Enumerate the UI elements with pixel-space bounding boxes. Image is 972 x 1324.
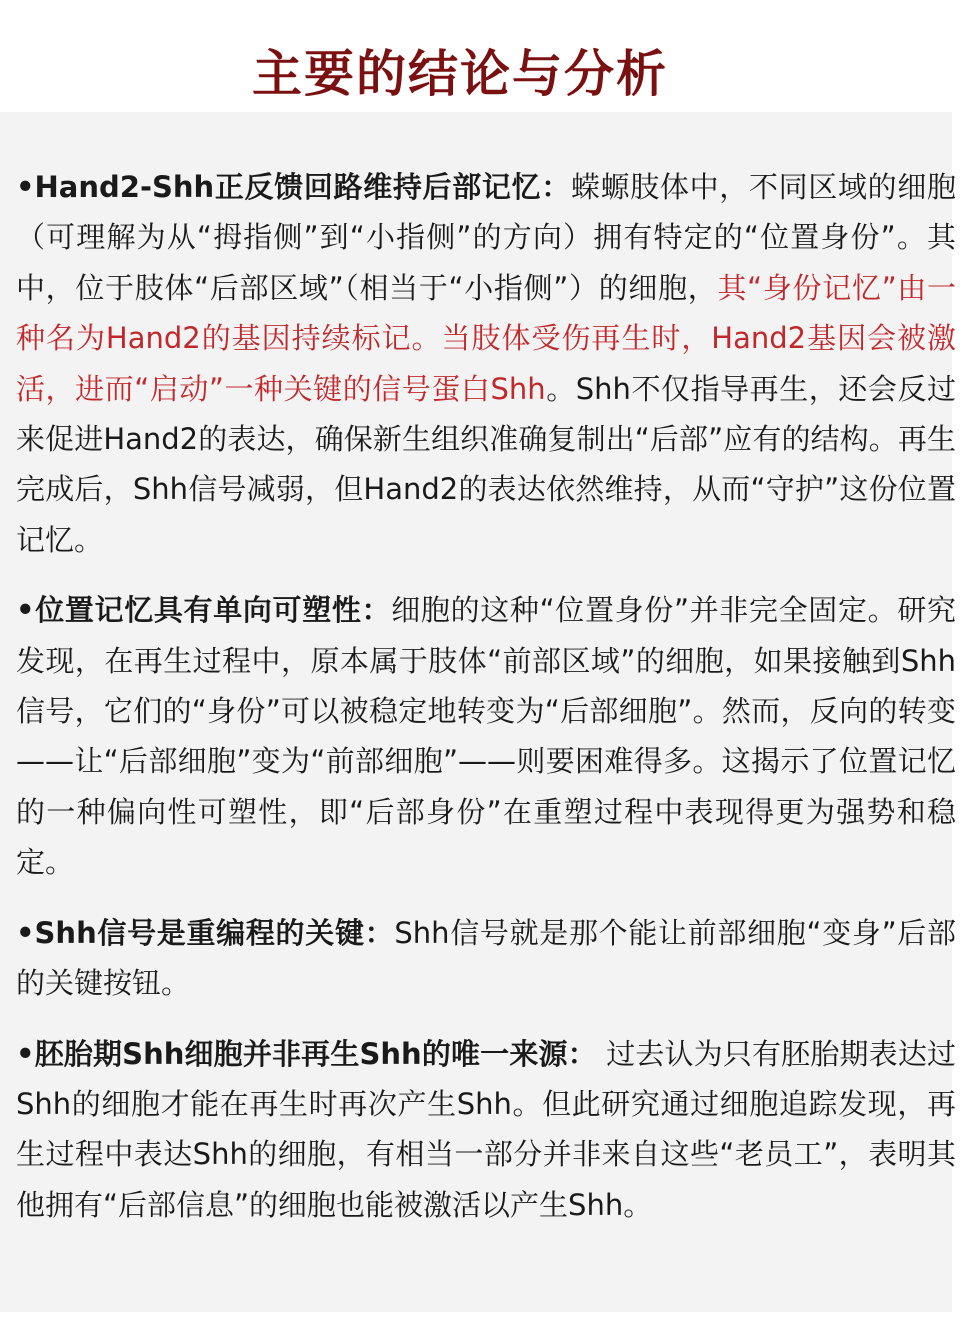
section-hand2-shh-loop [16,162,956,565]
section-heading: •Shh信号是重编程的关键： [16,915,395,950]
section-text: 蝾螈肢体中，不同区域的细胞（可理解为从“拇指侧”到“小指侧”的方向）拥有特定的“位置身份”。其中，位于肢体“后部区域”（相当于“小指侧”）的细胞， [16,170,956,305]
section-text: Shh信号就是那个能让前部细胞“变身”后部的关键按钮。 [16,915,956,1001]
section-shh-source [16,1029,956,1231]
section-unidirectional-plasticity [16,585,956,887]
section-text: 过去认为只有胚胎期表达过Shh的细胞才能在再生时再次产生Shh。但此研究通过细胞追踪发现，再生过程中表达Shh的细胞，有相当一部分并非来自这些“老员工”，表明其他拥有“后部信息”的细胞也能被激活以产生Shh。 [16,1036,956,1222]
section-heading: •胚胎期Shh细胞并非再生Shh的唯一来源： [16,1036,597,1071]
section-text: 。Shh不仅指导再生，还会反过来促进Hand2的表达，确保新生组织准确复制出“后部”应有的结构。再生完成后，Shh信号减弱，但Hand2的表达依然维持，从而“守护”这份位置记忆。 [16,371,957,557]
section-shh-reprogramming-key [16,908,956,1009]
page-title: 主要的结论与分析 [252,44,668,103]
section-heading: •位置记忆具有单向可塑性： [16,593,392,628]
conclusions-list [16,162,956,1250]
highlighted-text: 其“身份记忆”由一种名为Hand2的基因持续标记。当肢体受伤再生时，Hand2基因会被激活，进而“启动”一种关键的信号蛋白Shh [16,270,956,406]
section-heading: •Hand2-Shh正反馈回路维持后部记忆： [16,170,571,204]
section-text: 细胞的这种“位置身份”并非完全固定。研究发现，在再生过程中，原本属于肢体“前部区域”的细胞，如果接触到Shh信号，它们的“身份”可以被稳定地转变为“后部细胞”。然而，反向的转变——让“后部细胞”变为“前部细胞”——则要困难得多。这揭示了位置记忆的一种偏向性可塑性，即“后部身份”在重塑过程中表现得更为强势和稳定。 [16,593,956,880]
